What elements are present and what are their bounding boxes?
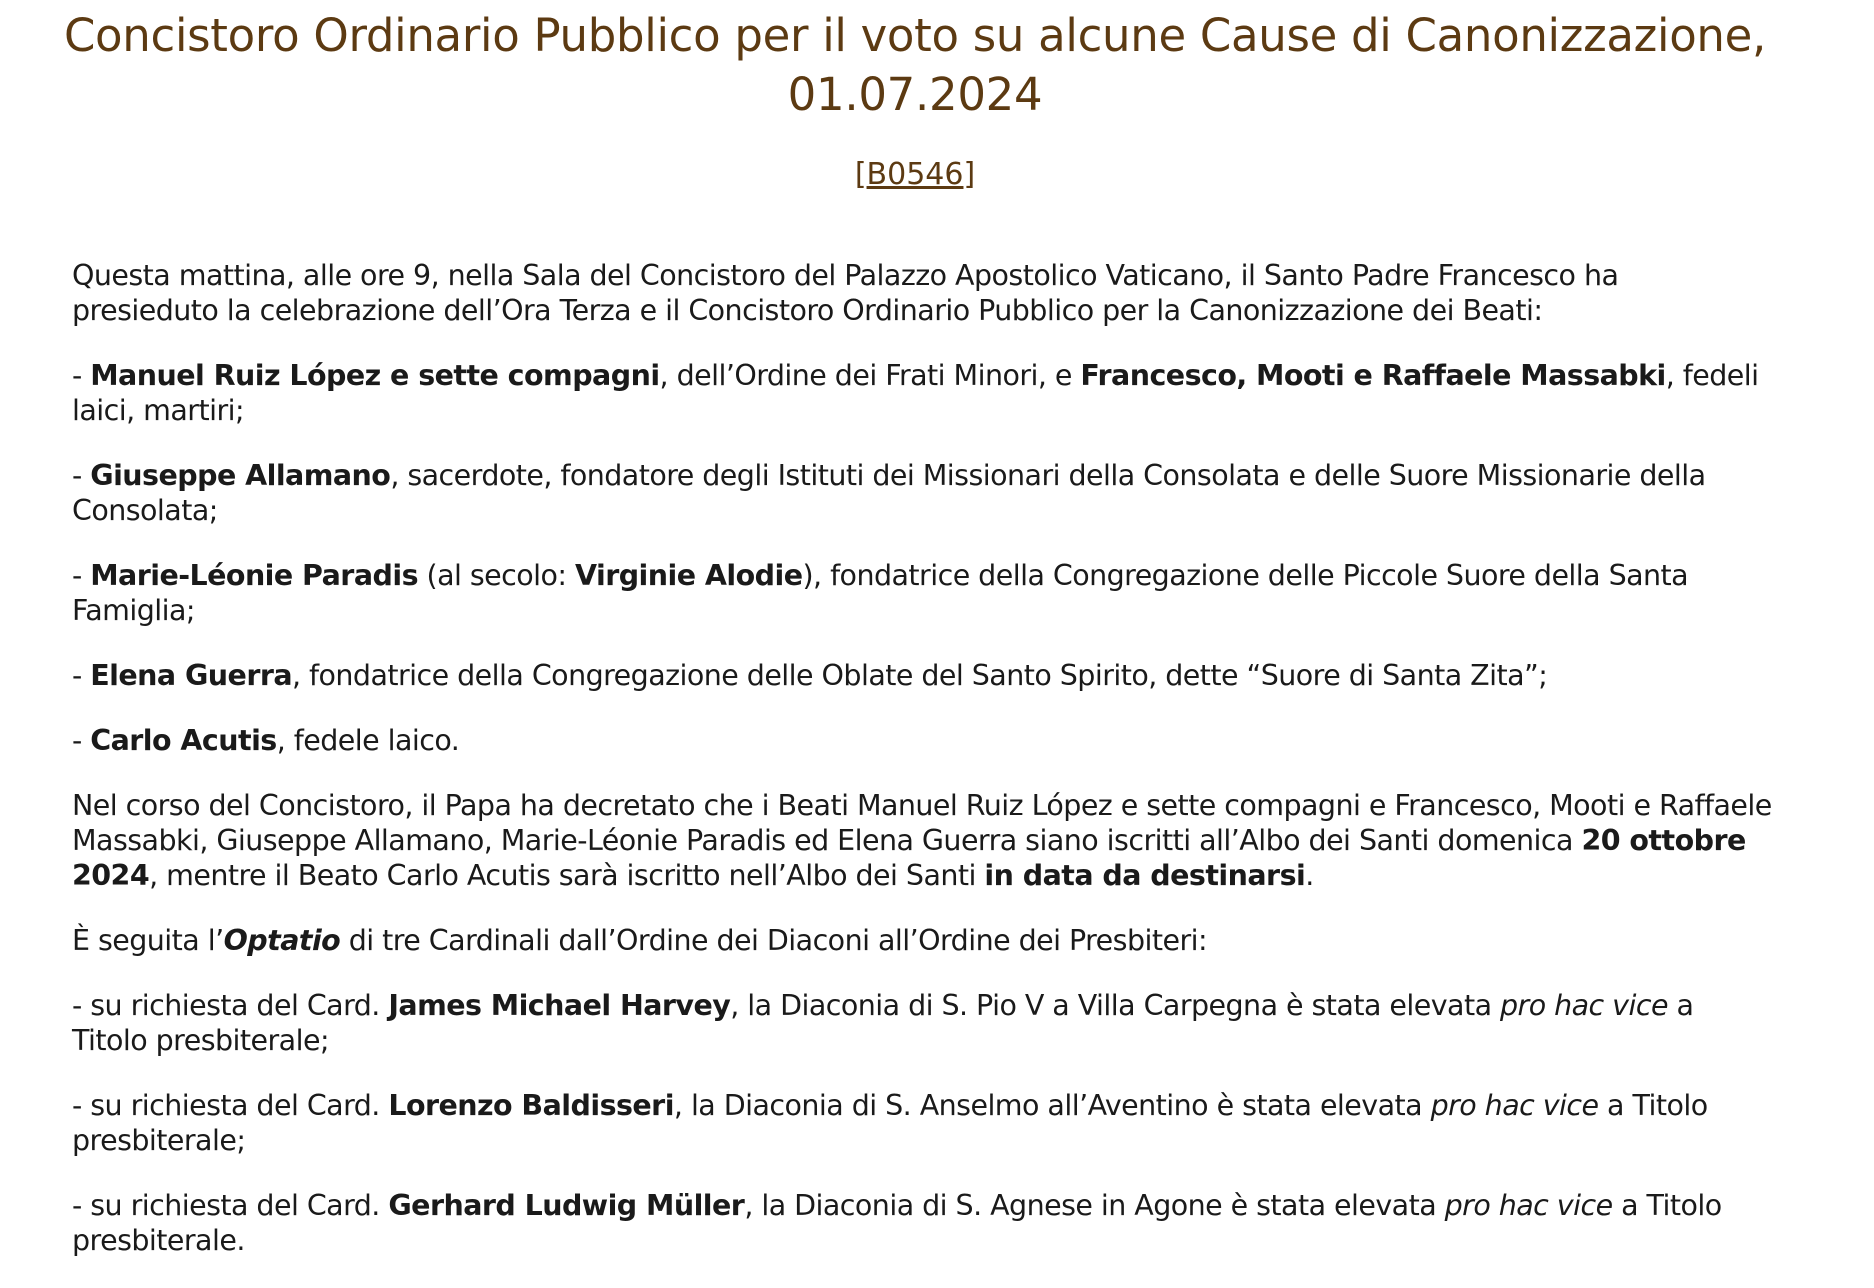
diaconia-text: , la Diaconia di S. Anselmo all’Aventino è stata elevata bbox=[673, 1089, 1431, 1122]
beato-item-2 bbox=[72, 458, 1772, 528]
beato-description: , sacerdote, fondatore degli Istituti dei Missionari della Consolata e delle Suore Missionarie della Consolata; bbox=[72, 459, 1706, 527]
title-text: a Titolo presbiterale. bbox=[72, 1189, 1722, 1257]
cardinal-name: James Michael Harvey bbox=[388, 989, 731, 1022]
cardinal-item-3 bbox=[72, 1188, 1772, 1258]
diaconia-text: , la Diaconia di S. Agnese in Agone è stata elevata bbox=[744, 1189, 1445, 1222]
beato-item-4 bbox=[72, 658, 1772, 693]
dash: - bbox=[72, 459, 91, 492]
cardinal-name: Lorenzo Baldisseri bbox=[388, 1089, 674, 1122]
beato-name-secondary: Francesco, Mooti e Raffaele Massabki bbox=[1080, 359, 1666, 392]
reference-code: B0546 bbox=[866, 157, 964, 192]
decree-text-continued: , mentre il Beato Carlo Acutis sarà iscritto nell’Albo dei Santi bbox=[149, 859, 985, 892]
beato-description: (al secolo: bbox=[417, 559, 575, 592]
cardinal-request: - su richiesta del Card. bbox=[72, 1189, 389, 1222]
beato-description: , fedele laico. bbox=[276, 724, 460, 757]
canonization-date: 20 ottobre 2024 bbox=[72, 824, 1746, 892]
optatio-word: Optatio bbox=[223, 924, 341, 957]
cardinal-item-1 bbox=[72, 988, 1772, 1058]
page-title bbox=[60, 6, 1770, 124]
beato-name: Carlo Acutis bbox=[90, 724, 277, 757]
optatio-text-end: di tre Cardinali dall’Ordine dei Diaconi all’Ordine dei Presbiteri: bbox=[340, 924, 1208, 957]
decree-text: Nel corso del Concistoro, il Papa ha decretato che i Beati Manuel Ruiz López e sette compagni e Francesco, Mooti e Raffaele Massabki, Giuseppe Allamano, Marie-Léonie Paradis ed Elena Guerra siano iscritti all’Albo dei Santi domenica bbox=[72, 789, 1772, 857]
beato-name: Elena Guerra bbox=[90, 659, 293, 692]
title-text: a Titolo presbiterale; bbox=[72, 989, 1694, 1057]
beato-name: Marie-Léonie Paradis bbox=[90, 559, 418, 592]
page-title-line-1: Concistoro Ordinario Pubblico per il voto su alcune Cause di Canonizzazione, bbox=[63, 9, 1767, 62]
beato-item-5 bbox=[72, 723, 1772, 758]
dash: - bbox=[72, 659, 91, 692]
beato-description-end: , fedeli laici, martiri; bbox=[72, 359, 1759, 427]
bulletin-reference-link[interactable] bbox=[855, 157, 975, 192]
cardinal-name: Gerhard Ludwig Müller bbox=[388, 1189, 745, 1222]
latin-phrase: pro hac vice bbox=[1500, 989, 1668, 1022]
cardinal-item-2 bbox=[72, 1088, 1772, 1158]
intro-text: Questa mattina, alle ore 9, nella Sala del Concistoro del Palazzo Apostolico Vaticano, il Santo Padre Francesco ha presieduto la celebrazione dell’Ora Terza e il Concistoro Ordinario Pubblico per la Canonizzazione dei Beati: bbox=[72, 259, 1619, 327]
dash: - bbox=[72, 359, 91, 392]
optatio-paragraph bbox=[72, 923, 1772, 958]
decree-text-end: . bbox=[1305, 859, 1314, 892]
latin-phrase: pro hac vice bbox=[1444, 1189, 1613, 1222]
beato-description: , fondatrice della Congregazione delle Oblate del Santo Spirito, dette “Suore di Santa Zita”; bbox=[292, 659, 1548, 692]
date-pending: in data da destinarsi bbox=[984, 859, 1306, 892]
beato-description: , dell’Ordine dei Frati Minori, e bbox=[659, 359, 1081, 392]
cardinal-request: - su richiesta del Card. bbox=[72, 989, 389, 1022]
article-body bbox=[72, 258, 1772, 1288]
intro-paragraph bbox=[72, 258, 1772, 328]
beato-name-secondary: Virginie Alodie bbox=[574, 559, 803, 592]
beato-item-1 bbox=[72, 358, 1772, 428]
title-text: a Titolo presbiterale; bbox=[72, 1089, 1708, 1157]
bulletin-reference bbox=[0, 155, 1830, 195]
diaconia-text: , la Diaconia di S. Pio V a Villa Carpegna è stata elevata bbox=[730, 989, 1500, 1022]
latin-phrase: pro hac vice bbox=[1430, 1089, 1599, 1122]
decree-paragraph bbox=[72, 788, 1772, 893]
optatio-text: È seguita l’ bbox=[72, 924, 224, 957]
page-title-line-2: 01.07.2024 bbox=[787, 68, 1043, 121]
beato-item-3 bbox=[72, 558, 1772, 628]
cardinal-request: - su richiesta del Card. bbox=[72, 1089, 389, 1122]
beato-name: Manuel Ruiz López e sette compagni bbox=[90, 359, 660, 392]
reference-open-bracket: [ bbox=[854, 157, 867, 192]
beato-description-end: ), fondatrice della Congregazione delle Piccole Suore della Santa Famiglia; bbox=[72, 559, 1689, 627]
dash: - bbox=[72, 724, 91, 757]
reference-close-bracket: ] bbox=[963, 157, 976, 192]
beato-name: Giuseppe Allamano bbox=[90, 459, 391, 492]
dash: - bbox=[72, 559, 91, 592]
